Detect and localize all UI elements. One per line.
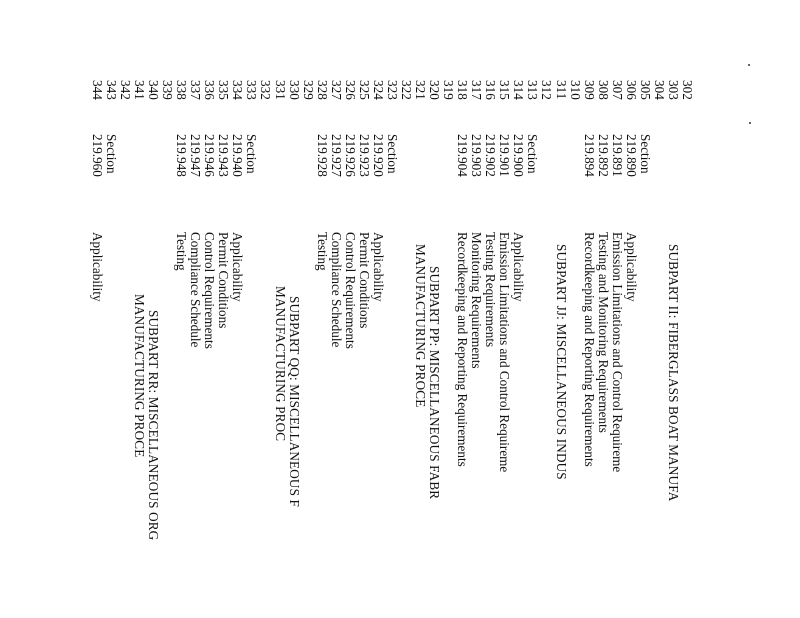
- line-number: 320: [427, 80, 443, 100]
- section-number: 219.890: [623, 134, 639, 177]
- line-number: 311: [553, 80, 569, 100]
- line-number: 336: [202, 80, 218, 100]
- section-number: 219.923: [356, 134, 372, 177]
- line-number: 307: [609, 80, 625, 100]
- line-number: 332: [258, 80, 274, 100]
- subpart-heading: SUBPART JJ: MISCELLANEOUS INDUS: [553, 244, 569, 480]
- line-number: 333: [244, 80, 260, 100]
- line-number: 308: [595, 80, 611, 100]
- section-number: 219.948: [174, 134, 190, 177]
- section-title: Recordkeeping and Reporting Requirements: [455, 232, 471, 467]
- section-number: Section: [384, 134, 400, 174]
- line-number: 330: [286, 80, 302, 100]
- line-number: 318: [455, 80, 471, 100]
- line-number: 325: [356, 80, 372, 100]
- section-number: 219.927: [328, 134, 344, 177]
- line-number: 338: [174, 80, 190, 100]
- line-number: 329: [300, 80, 316, 100]
- line-number: 331: [272, 80, 288, 100]
- line-number: 317: [469, 80, 485, 100]
- line-number: 323: [384, 80, 400, 100]
- line-number: 306: [623, 80, 639, 100]
- section-title: Monitoring Requirements: [469, 232, 485, 369]
- line-number: 327: [328, 80, 344, 100]
- line-number: 319: [441, 80, 457, 100]
- line-number: 309: [581, 80, 597, 100]
- section-title: Applicability: [511, 232, 527, 302]
- subpart-heading: SUBPART II: FIBERGLASS BOAT MANUFA: [665, 244, 681, 502]
- line-number: 343: [103, 80, 119, 100]
- line-number: 322: [399, 80, 414, 100]
- section-number: 219.926: [342, 134, 358, 177]
- section-number: 219.920: [370, 134, 386, 177]
- line-number: 302: [680, 80, 695, 100]
- section-title: Testing Requirements: [483, 232, 499, 348]
- section-title: Testing and Monitoring Requirements: [595, 232, 611, 433]
- section-title: Control Requirements: [202, 232, 218, 349]
- line-number: 315: [497, 80, 513, 100]
- section-title: Applicability: [370, 232, 386, 302]
- section-number: 219.943: [216, 134, 232, 177]
- section-title: Testing: [174, 232, 190, 271]
- section-number: 219.928: [314, 134, 330, 177]
- subpart-heading: SUBPART RR: MISCELLANEOUS ORG: [146, 310, 162, 541]
- section-number: 219.904: [455, 134, 471, 177]
- subpart-heading: SUBPART QQ: MISCELLANEOUS F: [286, 296, 302, 508]
- line-number: 316: [483, 80, 499, 100]
- line-number: 303: [665, 80, 681, 100]
- section-title: Applicability: [230, 232, 246, 302]
- line-number: 326: [342, 80, 358, 100]
- line-number: 324: [370, 80, 386, 100]
- line-number: 334: [230, 80, 246, 100]
- scan-speck: [748, 64, 750, 66]
- line-number: 335: [216, 80, 232, 100]
- line-number: 314: [511, 80, 527, 100]
- line-number: 312: [539, 80, 555, 100]
- section-title: Compliance Schedule: [328, 232, 344, 348]
- line-number: 341: [132, 80, 148, 100]
- line-number: 337: [188, 80, 204, 100]
- line-number: 342: [118, 80, 133, 100]
- section-number: 219.892: [595, 134, 611, 177]
- section-number: Section: [244, 134, 260, 174]
- section-number: 219.903: [469, 134, 485, 177]
- section-title: Control Requirements: [342, 232, 358, 349]
- line-number: 305: [637, 80, 653, 100]
- section-number: 219.940: [230, 134, 246, 177]
- section-title: Emission Limitations and Control Requireme: [609, 232, 625, 473]
- subpart-heading: MANUFACTURING PROCE: [413, 244, 429, 408]
- section-title: Applicability: [623, 232, 639, 302]
- section-title: Testing: [314, 232, 330, 271]
- section-title: Emission Limitations and Control Requireme: [497, 232, 513, 473]
- scan-speck: [749, 122, 751, 124]
- subpart-heading: MANUFACTURING PROC: [272, 286, 288, 442]
- section-number: 219.902: [483, 134, 499, 177]
- section-number: 219.960: [89, 134, 105, 177]
- line-number: 340: [146, 80, 162, 100]
- line-number: 328: [314, 80, 330, 100]
- section-number: Section: [103, 134, 119, 174]
- section-title: Applicability: [89, 232, 105, 302]
- section-number: 219.901: [497, 134, 513, 177]
- section-number: 219.891: [609, 134, 625, 177]
- line-number: 339: [160, 80, 176, 100]
- line-number: 344: [89, 80, 105, 100]
- line-number: 313: [525, 80, 541, 100]
- section-number: 219.947: [188, 134, 204, 177]
- line-number: 321: [413, 80, 429, 100]
- line-number: 304: [651, 80, 667, 100]
- section-number: 219.946: [202, 134, 218, 177]
- section-title: Permit Conditions: [356, 232, 372, 329]
- section-number: 219.894: [581, 134, 597, 177]
- section-number: 219.900: [511, 134, 527, 177]
- section-title: Permit Conditions: [216, 232, 232, 329]
- section-number: Section: [637, 134, 653, 174]
- section-title: Compliance Schedule: [188, 232, 204, 348]
- subpart-heading: MANUFACTURING PROCE: [132, 294, 148, 458]
- subpart-heading: SUBPART PP: MISCELLANEOUS FABR: [427, 266, 443, 500]
- section-title: Recordkeeping and Reporting Requirements: [581, 232, 597, 467]
- section-number: Section: [525, 134, 541, 174]
- line-number: 310: [567, 80, 583, 100]
